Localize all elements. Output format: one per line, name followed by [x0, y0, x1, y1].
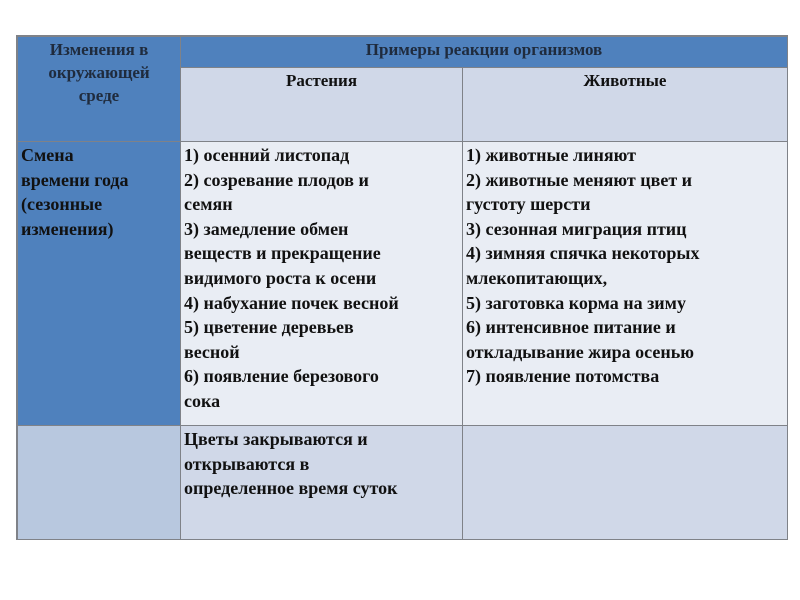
header-line: окружающей [48, 63, 150, 82]
plant-daily-line: открываются в [184, 453, 310, 474]
animal-reaction-line: 6) интенсивное питание и [466, 317, 676, 338]
empty-animals-cell [463, 426, 788, 540]
plant-reaction-line: 3) замедление обмен [184, 218, 349, 239]
animal-reaction-line: 2) животные меняют цвет и [466, 169, 693, 190]
animals-title: Животные [583, 71, 667, 90]
plant-daily-line: Цветы закрываются и [184, 429, 368, 449]
plant-reaction-line: 6) появление березового [184, 366, 379, 387]
condition-line: (сезонные [21, 194, 103, 215]
plants-seasonal-cell [181, 142, 463, 426]
plant-reaction-line: 5) цветение деревьев [184, 317, 354, 338]
animal-reaction-line: 1) животные линяют [466, 145, 636, 165]
group-title: Примеры реакции организмов [365, 40, 603, 59]
organism-reactions-header [181, 37, 788, 68]
animal-reaction-line: млекопитающих, [466, 267, 608, 288]
condition-line: времени года [21, 169, 129, 190]
plants-daily-cell [181, 426, 463, 540]
animal-reaction-line: 4) зимняя спячка некоторых [466, 243, 700, 264]
header-line: Изменения в [49, 40, 149, 59]
reactions-table-container [16, 35, 788, 540]
plant-reaction-line: весной [184, 341, 240, 362]
plant-reaction-line: 4) набухание почек весной [184, 292, 399, 313]
seasonal-change-cell [18, 142, 181, 426]
animals-seasonal-cell [463, 142, 788, 426]
reactions-table [17, 36, 788, 540]
plant-reaction-line: семян [184, 194, 233, 215]
animal-reaction-line: 3) сезонная миграция птиц [466, 218, 687, 239]
header-line: среде [78, 86, 120, 105]
animal-reaction-line: 7) появление потомства [466, 366, 660, 387]
plant-reaction-line: сока [184, 390, 221, 411]
plant-daily-line: определенное время суток [184, 478, 398, 499]
condition-line: изменения) [21, 218, 114, 239]
animal-reaction-line: густоту шерсти [466, 194, 591, 215]
animal-reaction-line: откладывание жира осенью [466, 341, 694, 362]
plant-reaction-line: 1) осенний листопад [184, 145, 350, 165]
empty-condition-cell [18, 426, 181, 540]
condition-line: Смена [21, 145, 74, 165]
plants-header [181, 68, 463, 142]
animals-header [463, 68, 788, 142]
plant-reaction-line: веществ и прекращение [184, 243, 381, 264]
animal-reaction-line: 5) заготовка корма на зиму [466, 292, 686, 313]
plants-title: Растения [285, 71, 358, 90]
plant-reaction-line: видимого роста к осени [184, 267, 377, 288]
environment-changes-header [18, 37, 181, 142]
plant-reaction-line: 2) созревание плодов и [184, 169, 369, 190]
